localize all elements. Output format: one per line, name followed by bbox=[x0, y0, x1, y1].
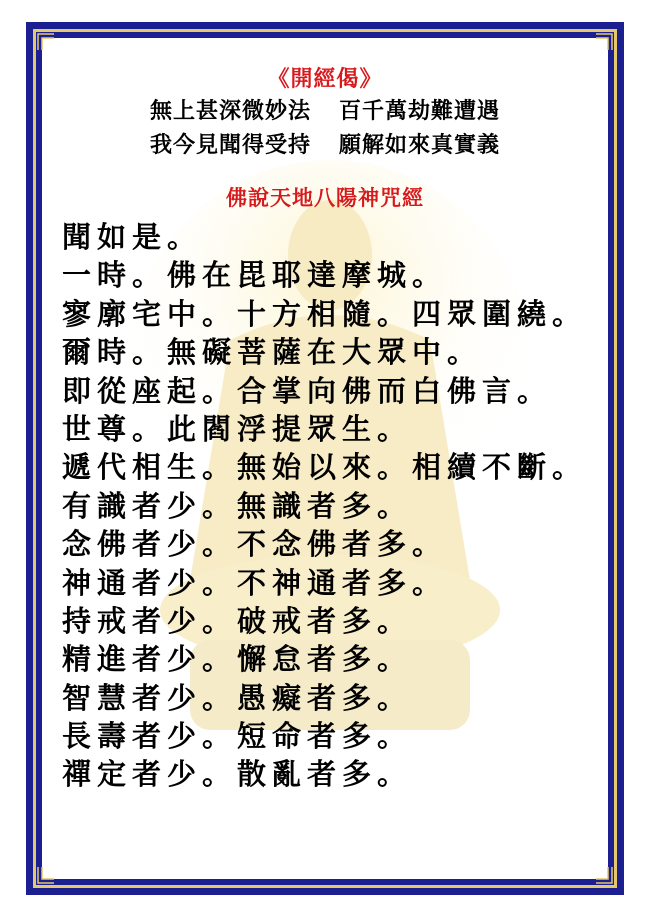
sutra-title: 佛說天地八陽神咒經 bbox=[226, 185, 424, 210]
sutra-line: 念佛者少。不念佛者多。 bbox=[62, 527, 448, 562]
sutra-line: 智慧者少。愚癡者多。 bbox=[62, 680, 413, 715]
verse-phrase: 無上甚深微妙法 bbox=[149, 98, 311, 124]
opening-verse-line-2 bbox=[0, 128, 650, 159]
sutra-line: 世尊。此閻浮提眾生。 bbox=[62, 411, 413, 446]
sutra-line: 爾時。無礙菩薩在大眾中。 bbox=[62, 335, 483, 370]
corner-ornament-bottom-right bbox=[594, 865, 614, 885]
sutra-line: 精進者少。懈怠者多。 bbox=[62, 642, 413, 677]
sutra-line: 有識者少。無識者多。 bbox=[62, 488, 413, 523]
sutra-text bbox=[62, 218, 602, 794]
sutra-line: 一時。佛在毘耶達摩城。 bbox=[62, 258, 448, 293]
verse-phrase: 願解如來真實義 bbox=[339, 132, 501, 158]
sutra-line: 寥廓宅中。十方相隨。四眾圍繞。 bbox=[62, 296, 588, 331]
sutra-line: 遞代相生。無始以來。相續不斷。 bbox=[62, 450, 588, 485]
verse-phrase: 百千萬劫難遭遇 bbox=[339, 98, 501, 124]
verse-phrase: 我今見聞得受持 bbox=[149, 132, 311, 158]
corner-ornament-bottom-left bbox=[36, 865, 56, 885]
sutra-line: 神通者少。不神通者多。 bbox=[62, 565, 448, 600]
sutra-line: 長壽者少。短命者多。 bbox=[62, 719, 413, 754]
opening-verse-line-1 bbox=[0, 94, 650, 125]
corner-ornament-top-right bbox=[594, 32, 614, 52]
sutra-line: 即從座起。合掌向佛而白佛言。 bbox=[62, 373, 553, 408]
sutra-line: 持戒者少。破戒者多。 bbox=[62, 603, 413, 638]
opening-verse-title: 《開經偈》 bbox=[267, 66, 383, 92]
sutra-line: 禪定者少。散亂者多。 bbox=[62, 757, 413, 792]
sutra-line: 聞如是。 bbox=[62, 220, 203, 254]
corner-ornament-top-left bbox=[36, 32, 56, 52]
